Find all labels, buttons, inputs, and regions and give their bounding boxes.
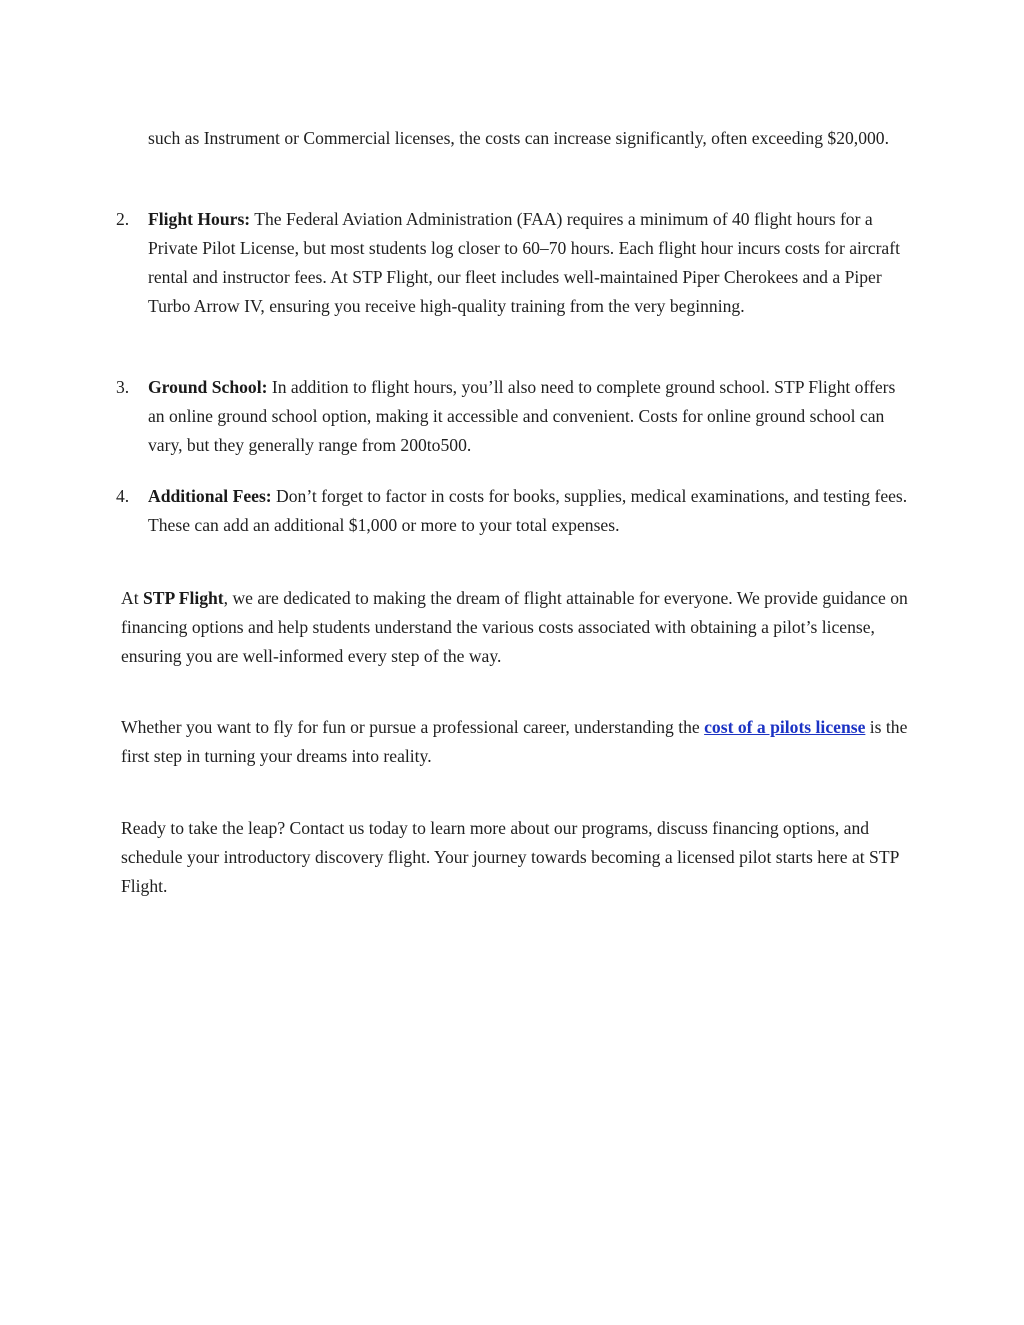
list-item-body [148,205,908,321]
list-item-1-continuation: such as Instrument or Commercial licenses, the costs can increase significantly, often exceeding $20,000. [148,128,889,148]
paragraph-prefix: Whether you want to fly for fun or pursue a professional career, understanding the [121,717,705,737]
list-item-text: The Federal Aviation Administration (FAA) requires a minimum of 40 flight hours for a Private Pilot License, but most students log closer to 60–70 hours. Each flight hour incurs costs for aircraft rental and instructor fees. At STP Flight, our fleet includes well-maintained Piper Cherokees and a Piper Turbo Arrow IV, ensuring you receive high-quality training from the very beginning. [148,209,900,316]
brand-name: STP Flight [143,588,224,608]
paragraph-prefix: At [121,588,143,608]
list-item-body [148,373,908,460]
list-item-heading: Additional Fees: [148,486,272,506]
list-item-number: 2. [116,209,130,229]
list-item-text: In addition to flight hours, you’ll also need to complete ground school. STP Flight offers an online ground school option, making it accessible and convenient. Costs for online ground school can vary, but they generally range from 200to500. [148,377,896,455]
paragraph-call-to-action: Ready to take the leap? Contact us today to learn more about our programs, discuss financing options, and schedule your introductory discovery flight. Your journey towards becoming a licensed pilot starts here at STP Flight. [121,818,899,896]
list-item-heading: Ground School: [148,377,268,397]
paragraph-cost-link [121,713,911,771]
list-item-number: 4. [116,486,130,506]
paragraph-suffix: , we are dedicated to making the dream of flight attainable for everyone. We provide guidance on financing options and help students understand the various costs associated with obtaining a pilot’s license, ensuring you are well-informed every step of the way. [121,588,908,666]
paragraph-suffix: is the first step in turning your dreams into reality. [121,717,908,766]
list-item-number: 3. [116,377,130,397]
cost-of-pilots-license-link[interactable]: cost of a pilots license [704,717,866,737]
paragraph-stp-flight [121,584,911,671]
list-item-heading: Flight Hours: [148,209,251,229]
list-item-text: Don’t forget to factor in costs for books, supplies, medical examinations, and testing fees. These can add an additional $1,000 or more to your total expenses. [148,486,908,535]
list-item-body [148,482,908,540]
